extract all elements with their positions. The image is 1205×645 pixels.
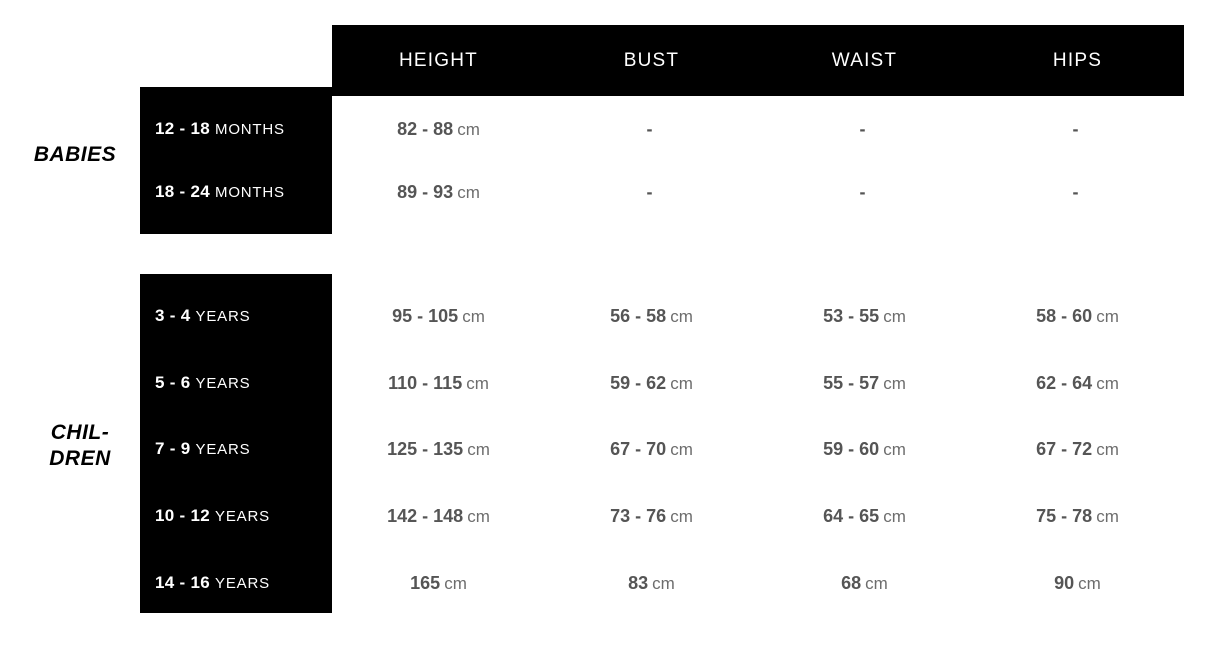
cell-value: - — [859, 118, 866, 139]
cell-unit: cm — [462, 306, 485, 326]
cell-height — [332, 506, 545, 527]
cell-value: 73 - 76 — [610, 505, 667, 526]
cell-value: - — [1072, 118, 1079, 139]
table-row — [140, 489, 1184, 543]
cell-bust — [545, 506, 758, 527]
cell-value: 142 - 148 — [387, 505, 464, 526]
table-row — [140, 289, 1184, 343]
cell-hips — [971, 373, 1184, 394]
cell-value: - — [859, 181, 866, 202]
cell-bust — [545, 439, 758, 460]
cell-value: 67 - 72 — [1036, 438, 1093, 459]
size-range: 5 - 6 — [155, 373, 191, 392]
cell-waist — [758, 306, 971, 327]
size-cell — [140, 439, 332, 459]
table-row — [140, 356, 1184, 410]
cell-unit: cm — [457, 182, 480, 202]
size-range: 18 - 24 — [155, 182, 211, 201]
cell-value: 83 — [628, 572, 649, 593]
size-cell — [140, 182, 332, 202]
cell-hips — [971, 182, 1184, 203]
cell-bust — [545, 182, 758, 203]
table-row — [140, 422, 1184, 476]
size-cell — [140, 573, 332, 593]
cell-unit: cm — [1096, 506, 1119, 526]
cell-value: 55 - 57 — [823, 372, 880, 393]
cell-value: 82 - 88 — [397, 118, 454, 139]
cell-unit: cm — [670, 373, 693, 393]
column-header-waist: WAIST — [831, 49, 898, 71]
cell-unit: cm — [1096, 306, 1119, 326]
cell-value: - — [646, 181, 653, 202]
cell-value: 90 — [1054, 572, 1075, 593]
size-range: 10 - 12 — [155, 506, 211, 525]
column-header-hips: HIPS — [1052, 49, 1103, 71]
cell-waist — [758, 373, 971, 394]
cell-unit: cm — [467, 506, 490, 526]
table-row — [140, 165, 1184, 219]
size-range: 3 - 4 — [155, 306, 191, 325]
cell-value: 75 - 78 — [1036, 505, 1093, 526]
cell-value: 165 — [410, 572, 441, 593]
cell-height — [332, 306, 545, 327]
cell-unit: cm — [865, 573, 888, 593]
size-unit: YEARS — [195, 375, 251, 392]
cell-value: 64 - 65 — [823, 505, 880, 526]
table-row — [140, 102, 1184, 156]
cell-unit: cm — [467, 439, 490, 459]
cell-value: 59 - 62 — [610, 372, 667, 393]
size-cell — [140, 306, 332, 326]
cell-hips — [971, 573, 1184, 594]
size-cell — [140, 506, 332, 526]
cell-unit: cm — [883, 439, 906, 459]
cell-bust — [545, 573, 758, 594]
size-unit: YEARS — [215, 575, 270, 592]
cell-value: 89 - 93 — [397, 181, 454, 202]
group-label-children-line2: DREN — [49, 446, 111, 470]
cell-unit: cm — [883, 306, 906, 326]
cell-waist — [758, 182, 971, 203]
cell-waist — [758, 573, 971, 594]
table-row — [140, 556, 1184, 610]
table-header-row — [332, 25, 1184, 96]
cell-unit: cm — [670, 506, 693, 526]
cell-waist — [758, 119, 971, 140]
cell-height — [332, 119, 545, 140]
size-unit: MONTHS — [215, 184, 285, 201]
cell-waist — [758, 506, 971, 527]
cell-hips — [971, 506, 1184, 527]
cell-value: 125 - 135 — [387, 438, 464, 459]
cell-unit: cm — [670, 306, 693, 326]
cell-unit: cm — [1096, 373, 1119, 393]
cell-value: 67 - 70 — [610, 438, 667, 459]
cell-value: 68 — [841, 572, 862, 593]
cell-unit: cm — [883, 373, 906, 393]
group-label-children-line1: CHIL- — [50, 421, 110, 444]
cell-value: 56 - 58 — [610, 305, 667, 326]
size-cell — [140, 119, 332, 139]
group-label-children — [20, 420, 140, 471]
size-unit: YEARS — [215, 508, 270, 525]
column-header-bust: BUST — [623, 49, 680, 71]
cell-value: - — [646, 118, 653, 139]
cell-value: 62 - 64 — [1036, 372, 1093, 393]
size-cell — [140, 373, 332, 393]
cell-bust — [545, 373, 758, 394]
cell-hips — [971, 439, 1184, 460]
cell-value: 59 - 60 — [823, 438, 880, 459]
cell-unit: cm — [670, 439, 693, 459]
size-range: 7 - 9 — [155, 439, 191, 458]
size-range: 14 - 16 — [155, 573, 211, 592]
cell-height — [332, 373, 545, 394]
cell-unit: cm — [444, 573, 467, 593]
size-unit: YEARS — [195, 308, 251, 325]
cell-value: 53 - 55 — [823, 305, 880, 326]
cell-value: 110 - 115 — [388, 372, 463, 393]
cell-height — [332, 182, 545, 203]
cell-unit: cm — [457, 119, 480, 139]
table-header-bar — [332, 25, 1184, 96]
cell-height — [332, 573, 545, 594]
cell-bust — [545, 306, 758, 327]
cell-unit: cm — [1096, 439, 1119, 459]
cell-bust — [545, 119, 758, 140]
cell-unit: cm — [883, 506, 906, 526]
cell-hips — [971, 306, 1184, 327]
cell-unit: cm — [466, 373, 489, 393]
cell-waist — [758, 439, 971, 460]
cell-unit: cm — [1078, 573, 1101, 593]
size-unit: YEARS — [195, 441, 251, 458]
column-header-height: HEIGHT — [399, 49, 478, 71]
cell-height — [332, 439, 545, 460]
size-unit: MONTHS — [215, 121, 285, 138]
cell-value: - — [1072, 181, 1079, 202]
cell-unit: cm — [652, 573, 675, 593]
cell-value: 58 - 60 — [1036, 305, 1093, 326]
size-range: 12 - 18 — [155, 119, 211, 138]
cell-value: 95 - 105 — [392, 305, 459, 326]
cell-hips — [971, 119, 1184, 140]
group-label-babies: BABIES — [33, 143, 117, 166]
